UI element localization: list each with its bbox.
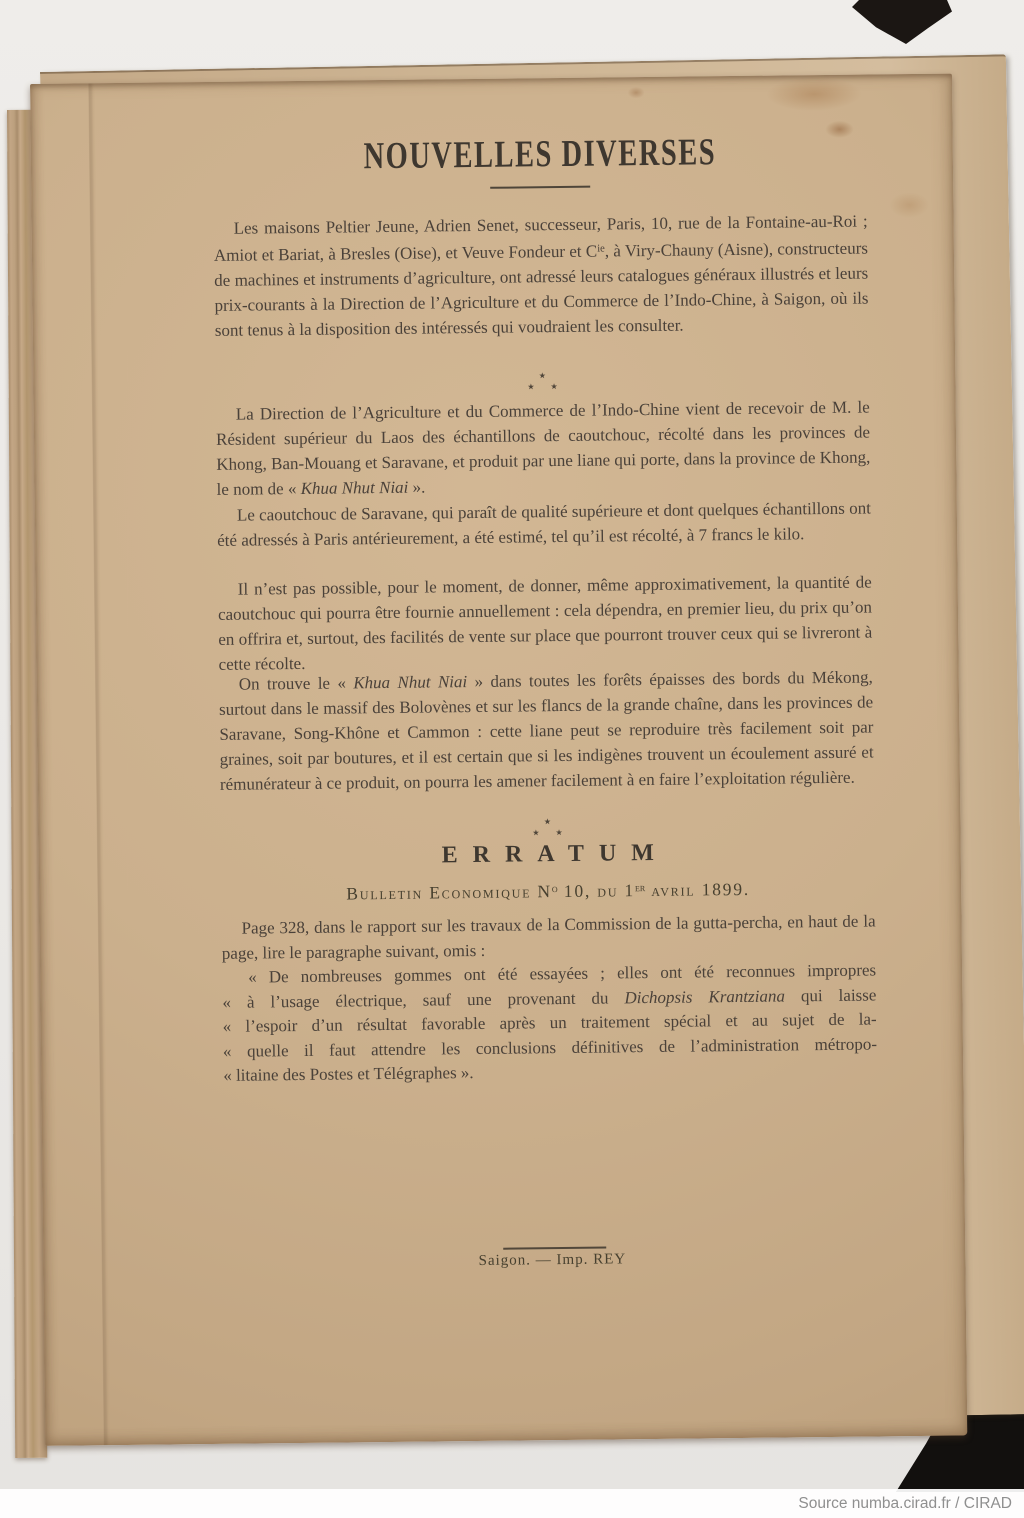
news-paragraph-5: On trouve le « Khua Nhut Niai » dans toutes les forêts épaisses des bords du Mékong, surtout dans le massif des Bolovènes et sur les flancs de la grande chaîne, dans les provinces de Saravane, Song-Khône et Cammon : cette liane peut se reproduire très facilement soit par graines, soit par boutures, et il est certain que si les indigènes trouvent un écoulement assuré et rémunérateur à ce produit, on pourra les amener facilement à en faire l’exploitation régulière. [218, 667, 874, 794]
watermark-bar [0, 1489, 1024, 1518]
quote-line: « à l’usage électrique, sauf une provenant du Dichopsis Krantziana qui laisse [222, 984, 877, 1012]
star-icon: ★ [538, 371, 546, 381]
news-paragraph-4: Il n’est pas possible, pour le moment, de donner, même approximativement, la quantité de caoutchouc qui pourra être fournie annuellement : cela dépendra, en premier lieu, du prix qu’on en offrira et, surtout, des facilités de vente sur place que pourront trouver ceux qui se livreront à cette récolte. [217, 572, 873, 674]
paper-stain [766, 77, 862, 112]
erratum-heading: ERRATUM [441, 839, 670, 869]
news-paragraph-1: Les maisons Peltier Jeune, Adrien Senet, successeur, Paris, 10, rue de la Fontaine-au-Roi ; Amiot et Bariat, à Bresles (Oise), et Veuve Fondeur et $C^{ie}$, à Viry-Chauny (Aisne), constructeurs de machines et instruments d’agriculture, ont adressé leurs catalogues généraux illustrés et leurs prix-courants à la Direction de l’Agriculture et du Commerce de l’Indo-Chine, à Saigon, où ils sont tenus à la disposition des intéressés qui voudraient les consulter. [213, 211, 869, 340]
quote-line: « l’espoir d’un résultat favorable après un traitement spécial et au sujet de la- [222, 1009, 877, 1036]
erratum-quote-block [222, 958, 877, 1088]
page-title [213, 129, 867, 181]
book-cover-corner-top-right [852, 0, 952, 44]
section-separator-stars [215, 366, 869, 395]
star-icon: ★ ★ [527, 381, 565, 392]
erratum-intro-paragraph: Page 328, dans le rapport sur les travaux de la Commission de la gutta-percha, en haut de la page, lire le paragraphe suivant, omis : [221, 911, 876, 963]
imprint-rule [503, 1247, 606, 1250]
page-title-text: NOUVELLES DIVERSES [363, 131, 717, 178]
paper-stain [628, 87, 644, 98]
erratum-subheading: Bulletin Economique $N^o$ 10, du 1er avril 1899. [346, 878, 751, 904]
title-rule [490, 186, 590, 189]
news-paragraph-3: Le caoutchouc de Saravane, qui paraît de qualité supérieure et dont quelques échantillons ont été adressés à Paris antérieurement, a été estimé, tel qu’il est récolté, à 7 francs le kilo. [217, 498, 871, 550]
quote-line: « litaine des Postes et Télégraphes ». [223, 1063, 474, 1085]
paper-stain [889, 192, 929, 218]
printer-imprint: Saigon. — Imp. REY [478, 1251, 627, 1269]
quote-line: « quelle il faut attendre les conclusions définitives de l’administration métropo- [222, 1033, 878, 1061]
document-page [30, 74, 967, 1446]
watermark-text: Source numba.cirad.fr / CIRAD [798, 1495, 1012, 1512]
star-icon: ★ ★ [532, 827, 570, 838]
star-icon: ★ [543, 817, 552, 827]
news-paragraph-2: La Direction de l’Agriculture et du Commerce de l’Indo-Chine vient de recevoir de M. le Résident supérieur du Laos des échantillons de caoutchouc, récolté dans les provinces de Khong, Ban-Mouang et Saravane, et produit par une liane qui porte, dans la province de Khong, le nom de « Khua Nhut Niai ». [215, 397, 871, 499]
quote-line: « De nombreuses gommes ont été essayées ; elles ont été reconnues impropres [248, 960, 877, 987]
